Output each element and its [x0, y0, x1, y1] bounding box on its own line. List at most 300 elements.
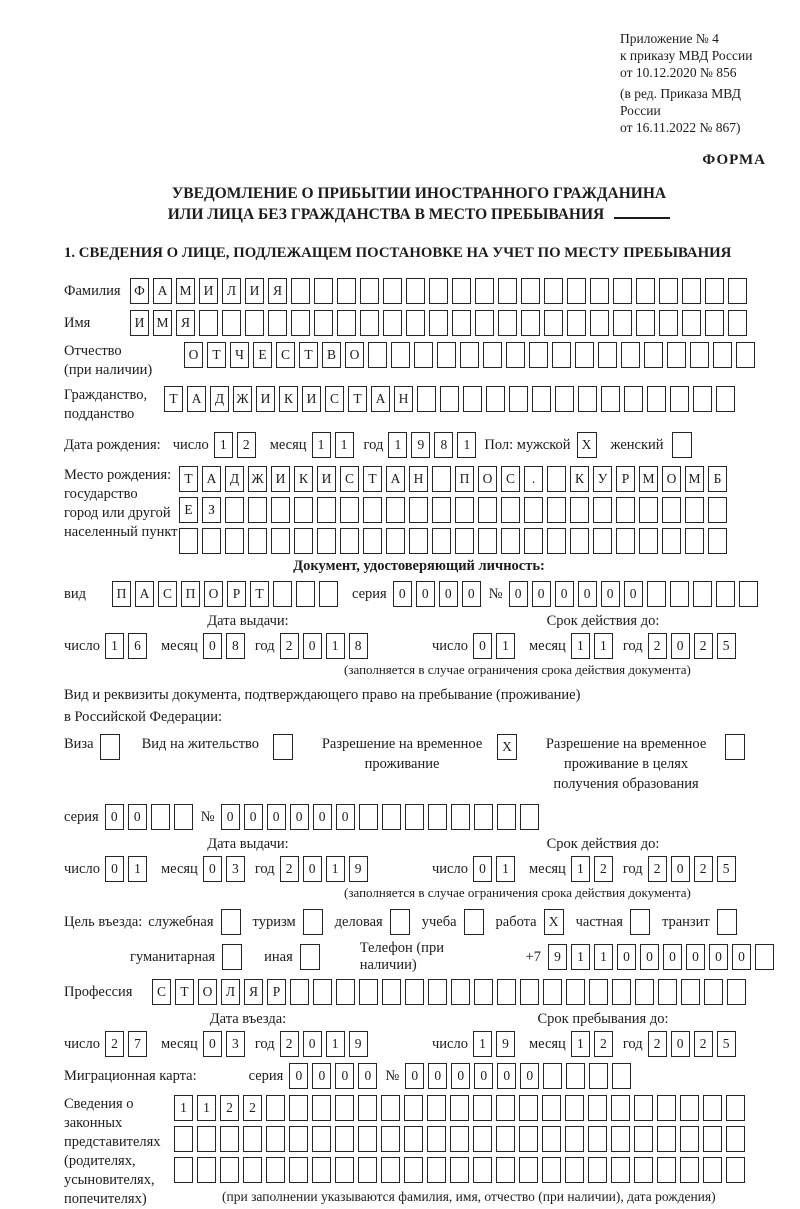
- char-box[interactable]: [243, 1157, 262, 1183]
- char-box[interactable]: [567, 310, 586, 336]
- purpose-humanitarian-checkbox[interactable]: [222, 944, 242, 970]
- char-box[interactable]: [601, 386, 620, 412]
- char-box[interactable]: [680, 1157, 699, 1183]
- purpose-other-checkbox[interactable]: [300, 944, 320, 970]
- char-box[interactable]: 2: [694, 1031, 713, 1057]
- char-box[interactable]: 2: [594, 1031, 613, 1057]
- char-box[interactable]: [612, 979, 631, 1005]
- char-box[interactable]: 0: [289, 1063, 308, 1089]
- char-box[interactable]: [245, 310, 264, 336]
- char-box[interactable]: [497, 979, 516, 1005]
- char-box[interactable]: [319, 581, 338, 607]
- char-box[interactable]: Я: [268, 278, 287, 304]
- char-box[interactable]: [317, 528, 336, 554]
- char-box[interactable]: [382, 804, 401, 830]
- char-box[interactable]: 2: [694, 633, 713, 659]
- char-box[interactable]: П: [112, 581, 131, 607]
- char-box[interactable]: Т: [175, 979, 194, 1005]
- char-box[interactable]: 2: [220, 1095, 239, 1121]
- char-box[interactable]: Ж: [233, 386, 252, 412]
- char-box[interactable]: [647, 581, 666, 607]
- char-box[interactable]: [726, 1157, 745, 1183]
- char-box[interactable]: [565, 1095, 584, 1121]
- char-box[interactable]: [179, 528, 198, 554]
- char-box[interactable]: 9: [548, 944, 567, 970]
- char-box[interactable]: [566, 1063, 585, 1089]
- char-box[interactable]: [383, 278, 402, 304]
- char-box[interactable]: [593, 497, 612, 523]
- char-box[interactable]: 1: [473, 1031, 492, 1057]
- char-box[interactable]: [359, 804, 378, 830]
- char-box[interactable]: 1: [197, 1095, 216, 1121]
- char-box[interactable]: 9: [349, 856, 368, 882]
- char-box[interactable]: [682, 278, 701, 304]
- char-box[interactable]: [520, 979, 539, 1005]
- char-box[interactable]: [728, 278, 747, 304]
- char-box[interactable]: [313, 979, 332, 1005]
- char-box[interactable]: Д: [210, 386, 229, 412]
- char-box[interactable]: [335, 1157, 354, 1183]
- char-box[interactable]: [268, 310, 287, 336]
- char-box[interactable]: 1: [594, 944, 613, 970]
- char-box[interactable]: [570, 497, 589, 523]
- char-box[interactable]: [296, 581, 315, 607]
- char-box[interactable]: [363, 497, 382, 523]
- char-box[interactable]: [386, 528, 405, 554]
- char-box[interactable]: [693, 581, 712, 607]
- char-box[interactable]: [543, 1063, 562, 1089]
- char-box[interactable]: [547, 497, 566, 523]
- char-box[interactable]: [450, 1157, 469, 1183]
- char-box[interactable]: 1: [326, 856, 345, 882]
- char-box[interactable]: Т: [363, 466, 382, 492]
- char-box[interactable]: 0: [303, 633, 322, 659]
- char-box[interactable]: [475, 310, 494, 336]
- char-box[interactable]: [542, 1157, 561, 1183]
- char-box[interactable]: [634, 1157, 653, 1183]
- char-box[interactable]: Р: [616, 466, 635, 492]
- char-box[interactable]: [611, 1157, 630, 1183]
- char-box[interactable]: 3: [226, 856, 245, 882]
- char-box[interactable]: 0: [497, 1063, 516, 1089]
- char-box[interactable]: [755, 944, 774, 970]
- char-box[interactable]: [289, 1095, 308, 1121]
- char-box[interactable]: 7: [128, 1031, 147, 1057]
- char-box[interactable]: [680, 1126, 699, 1152]
- char-box[interactable]: [501, 497, 520, 523]
- char-box[interactable]: [312, 1126, 331, 1152]
- char-box[interactable]: [565, 1126, 584, 1152]
- char-box[interactable]: Т: [250, 581, 269, 607]
- char-box[interactable]: О: [662, 466, 681, 492]
- char-box[interactable]: [225, 497, 244, 523]
- char-box[interactable]: [704, 979, 723, 1005]
- char-box[interactable]: [716, 581, 735, 607]
- char-box[interactable]: [524, 497, 543, 523]
- char-box[interactable]: 5: [717, 856, 736, 882]
- male-checkbox[interactable]: X: [577, 432, 597, 458]
- char-box[interactable]: А: [202, 466, 221, 492]
- char-box[interactable]: [197, 1157, 216, 1183]
- char-box[interactable]: [359, 979, 378, 1005]
- char-box[interactable]: [521, 278, 540, 304]
- char-box[interactable]: 9: [411, 432, 430, 458]
- char-box[interactable]: Б: [708, 466, 727, 492]
- char-box[interactable]: И: [302, 386, 321, 412]
- char-box[interactable]: 0: [509, 581, 528, 607]
- char-box[interactable]: [220, 1126, 239, 1152]
- char-box[interactable]: [613, 278, 632, 304]
- char-box[interactable]: [340, 528, 359, 554]
- char-box[interactable]: [437, 342, 456, 368]
- char-box[interactable]: [588, 1095, 607, 1121]
- char-box[interactable]: [612, 1063, 631, 1089]
- char-box[interactable]: [728, 310, 747, 336]
- char-box[interactable]: О: [198, 979, 217, 1005]
- char-box[interactable]: 9: [349, 1031, 368, 1057]
- char-box[interactable]: С: [325, 386, 344, 412]
- char-box[interactable]: [662, 528, 681, 554]
- char-box[interactable]: [647, 386, 666, 412]
- char-box[interactable]: [294, 497, 313, 523]
- char-box[interactable]: 0: [303, 1031, 322, 1057]
- char-box[interactable]: [340, 497, 359, 523]
- char-box[interactable]: 0: [203, 1031, 222, 1057]
- char-box[interactable]: [271, 528, 290, 554]
- char-box[interactable]: [202, 528, 221, 554]
- char-box[interactable]: Ж: [248, 466, 267, 492]
- char-box[interactable]: [404, 1126, 423, 1152]
- char-box[interactable]: 0: [473, 633, 492, 659]
- char-box[interactable]: [382, 979, 401, 1005]
- char-box[interactable]: 1: [594, 633, 613, 659]
- char-box[interactable]: [657, 1126, 676, 1152]
- char-box[interactable]: [199, 310, 218, 336]
- char-box[interactable]: 8: [349, 633, 368, 659]
- char-box[interactable]: [383, 310, 402, 336]
- char-box[interactable]: [657, 1095, 676, 1121]
- char-box[interactable]: [613, 310, 632, 336]
- char-box[interactable]: С: [152, 979, 171, 1005]
- char-box[interactable]: 0: [532, 581, 551, 607]
- char-box[interactable]: [708, 497, 727, 523]
- char-box[interactable]: 8: [226, 633, 245, 659]
- char-box[interactable]: [483, 342, 502, 368]
- char-box[interactable]: 1: [571, 856, 590, 882]
- char-box[interactable]: 0: [244, 804, 263, 830]
- char-box[interactable]: [590, 278, 609, 304]
- char-box[interactable]: [496, 1126, 515, 1152]
- char-box[interactable]: [460, 342, 479, 368]
- char-box[interactable]: [266, 1126, 285, 1152]
- char-box[interactable]: А: [187, 386, 206, 412]
- char-box[interactable]: [381, 1126, 400, 1152]
- char-box[interactable]: [567, 278, 586, 304]
- char-box[interactable]: [391, 342, 410, 368]
- char-box[interactable]: Ф: [130, 278, 149, 304]
- char-box[interactable]: 0: [105, 856, 124, 882]
- char-box[interactable]: Р: [267, 979, 286, 1005]
- char-box[interactable]: [455, 528, 474, 554]
- char-box[interactable]: [360, 278, 379, 304]
- char-box[interactable]: [174, 804, 193, 830]
- char-box[interactable]: 2: [105, 1031, 124, 1057]
- purpose-business-checkbox[interactable]: [390, 909, 410, 935]
- char-box[interactable]: [291, 310, 310, 336]
- char-box[interactable]: 0: [428, 1063, 447, 1089]
- char-box[interactable]: 0: [732, 944, 751, 970]
- char-box[interactable]: [552, 342, 571, 368]
- char-box[interactable]: [693, 386, 712, 412]
- char-box[interactable]: 0: [221, 804, 240, 830]
- char-box[interactable]: [151, 804, 170, 830]
- char-box[interactable]: [220, 1157, 239, 1183]
- char-box[interactable]: [440, 386, 459, 412]
- char-box[interactable]: [358, 1126, 377, 1152]
- char-box[interactable]: [570, 528, 589, 554]
- char-box[interactable]: [450, 1095, 469, 1121]
- char-box[interactable]: [636, 278, 655, 304]
- char-box[interactable]: [312, 1157, 331, 1183]
- char-box[interactable]: [273, 581, 292, 607]
- char-box[interactable]: [429, 310, 448, 336]
- char-box[interactable]: [681, 979, 700, 1005]
- char-box[interactable]: 8: [434, 432, 453, 458]
- char-box[interactable]: 0: [617, 944, 636, 970]
- char-box[interactable]: 0: [640, 944, 659, 970]
- char-box[interactable]: [498, 278, 517, 304]
- char-box[interactable]: 9: [496, 1031, 515, 1057]
- char-box[interactable]: 0: [671, 633, 690, 659]
- char-box[interactable]: [519, 1126, 538, 1152]
- char-box[interactable]: 5: [717, 633, 736, 659]
- char-box[interactable]: 2: [280, 1031, 299, 1057]
- char-box[interactable]: Н: [394, 386, 413, 412]
- char-box[interactable]: [589, 979, 608, 1005]
- char-box[interactable]: С: [340, 466, 359, 492]
- char-box[interactable]: З: [202, 497, 221, 523]
- char-box[interactable]: [529, 342, 548, 368]
- char-box[interactable]: [455, 497, 474, 523]
- char-box[interactable]: 0: [358, 1063, 377, 1089]
- char-box[interactable]: 0: [624, 581, 643, 607]
- char-box[interactable]: 2: [648, 856, 667, 882]
- char-box[interactable]: [289, 1157, 308, 1183]
- char-box[interactable]: 2: [280, 633, 299, 659]
- char-box[interactable]: С: [158, 581, 177, 607]
- char-box[interactable]: 0: [451, 1063, 470, 1089]
- char-box[interactable]: 2: [648, 633, 667, 659]
- char-box[interactable]: [644, 342, 663, 368]
- char-box[interactable]: 1: [214, 432, 233, 458]
- char-box[interactable]: [634, 1126, 653, 1152]
- char-box[interactable]: [659, 278, 678, 304]
- char-box[interactable]: [624, 386, 643, 412]
- char-box[interactable]: П: [455, 466, 474, 492]
- char-box[interactable]: [501, 528, 520, 554]
- char-box[interactable]: [429, 278, 448, 304]
- char-box[interactable]: [705, 278, 724, 304]
- char-box[interactable]: Д: [225, 466, 244, 492]
- char-box[interactable]: [405, 979, 424, 1005]
- char-box[interactable]: 0: [601, 581, 620, 607]
- char-box[interactable]: [427, 1157, 446, 1183]
- char-box[interactable]: [335, 1126, 354, 1152]
- char-box[interactable]: С: [276, 342, 295, 368]
- char-box[interactable]: [565, 1157, 584, 1183]
- char-box[interactable]: 1: [326, 1031, 345, 1057]
- char-box[interactable]: [547, 528, 566, 554]
- char-box[interactable]: 0: [312, 1063, 331, 1089]
- char-box[interactable]: [509, 386, 528, 412]
- char-box[interactable]: [555, 386, 574, 412]
- char-box[interactable]: И: [317, 466, 336, 492]
- char-box[interactable]: А: [135, 581, 154, 607]
- char-box[interactable]: [542, 1126, 561, 1152]
- char-box[interactable]: 0: [405, 1063, 424, 1089]
- char-box[interactable]: 0: [336, 804, 355, 830]
- char-box[interactable]: [575, 342, 594, 368]
- purpose-work-checkbox[interactable]: X: [544, 909, 564, 935]
- char-box[interactable]: [358, 1157, 377, 1183]
- char-box[interactable]: [473, 1157, 492, 1183]
- char-box[interactable]: 1: [571, 944, 590, 970]
- purpose-official-checkbox[interactable]: [221, 909, 241, 935]
- char-box[interactable]: 0: [474, 1063, 493, 1089]
- char-box[interactable]: [314, 278, 333, 304]
- char-box[interactable]: [290, 979, 309, 1005]
- char-box[interactable]: [532, 386, 551, 412]
- char-box[interactable]: Я: [244, 979, 263, 1005]
- char-box[interactable]: [406, 310, 425, 336]
- char-box[interactable]: [266, 1157, 285, 1183]
- char-box[interactable]: [716, 386, 735, 412]
- char-box[interactable]: Т: [164, 386, 183, 412]
- char-box[interactable]: [404, 1157, 423, 1183]
- char-box[interactable]: [519, 1095, 538, 1121]
- char-box[interactable]: [417, 386, 436, 412]
- char-box[interactable]: [358, 1095, 377, 1121]
- char-box[interactable]: [547, 466, 566, 492]
- char-box[interactable]: И: [130, 310, 149, 336]
- char-box[interactable]: [381, 1157, 400, 1183]
- char-box[interactable]: [497, 804, 516, 830]
- char-box[interactable]: 0: [686, 944, 705, 970]
- char-box[interactable]: 0: [663, 944, 682, 970]
- char-box[interactable]: [174, 1157, 193, 1183]
- char-box[interactable]: Н: [409, 466, 428, 492]
- char-box[interactable]: О: [478, 466, 497, 492]
- char-box[interactable]: 1: [571, 633, 590, 659]
- char-box[interactable]: [291, 278, 310, 304]
- char-box[interactable]: 0: [128, 804, 147, 830]
- char-box[interactable]: [427, 1095, 446, 1121]
- char-box[interactable]: 5: [717, 1031, 736, 1057]
- char-box[interactable]: [452, 310, 471, 336]
- purpose-private-checkbox[interactable]: [630, 909, 650, 935]
- char-box[interactable]: [639, 528, 658, 554]
- char-box[interactable]: [670, 581, 689, 607]
- char-box[interactable]: 1: [312, 432, 331, 458]
- char-box[interactable]: [409, 528, 428, 554]
- char-box[interactable]: [368, 342, 387, 368]
- char-box[interactable]: [474, 979, 493, 1005]
- purpose-study-checkbox[interactable]: [464, 909, 484, 935]
- char-box[interactable]: М: [153, 310, 172, 336]
- char-box[interactable]: [593, 528, 612, 554]
- char-box[interactable]: [680, 1095, 699, 1121]
- char-box[interactable]: [670, 386, 689, 412]
- char-box[interactable]: [682, 310, 701, 336]
- purpose-transit-checkbox[interactable]: [717, 909, 737, 935]
- char-box[interactable]: 2: [694, 856, 713, 882]
- char-box[interactable]: К: [294, 466, 313, 492]
- char-box[interactable]: [736, 342, 755, 368]
- char-box[interactable]: [506, 342, 525, 368]
- char-box[interactable]: [174, 1126, 193, 1152]
- char-box[interactable]: 0: [671, 856, 690, 882]
- char-box[interactable]: [317, 497, 336, 523]
- char-box[interactable]: В: [322, 342, 341, 368]
- char-box[interactable]: А: [386, 466, 405, 492]
- char-box[interactable]: 1: [496, 856, 515, 882]
- char-box[interactable]: [475, 278, 494, 304]
- char-box[interactable]: М: [176, 278, 195, 304]
- char-box[interactable]: [248, 528, 267, 554]
- char-box[interactable]: [659, 310, 678, 336]
- char-box[interactable]: [496, 1157, 515, 1183]
- char-box[interactable]: [611, 1095, 630, 1121]
- char-box[interactable]: [289, 1126, 308, 1152]
- char-box[interactable]: [432, 497, 451, 523]
- char-box[interactable]: 0: [303, 856, 322, 882]
- char-box[interactable]: Р: [227, 581, 246, 607]
- char-box[interactable]: [667, 342, 686, 368]
- char-box[interactable]: 1: [128, 856, 147, 882]
- char-box[interactable]: 2: [243, 1095, 262, 1121]
- char-box[interactable]: [478, 528, 497, 554]
- char-box[interactable]: С: [501, 466, 520, 492]
- char-box[interactable]: [703, 1095, 722, 1121]
- char-box[interactable]: [639, 497, 658, 523]
- char-box[interactable]: [520, 804, 539, 830]
- char-box[interactable]: 0: [555, 581, 574, 607]
- char-box[interactable]: [432, 528, 451, 554]
- char-box[interactable]: [450, 1126, 469, 1152]
- char-box[interactable]: 0: [290, 804, 309, 830]
- char-box[interactable]: 1: [326, 633, 345, 659]
- char-box[interactable]: М: [685, 466, 704, 492]
- char-box[interactable]: [473, 1095, 492, 1121]
- char-box[interactable]: К: [279, 386, 298, 412]
- char-box[interactable]: А: [371, 386, 390, 412]
- char-box[interactable]: [294, 528, 313, 554]
- char-box[interactable]: [703, 1157, 722, 1183]
- char-box[interactable]: И: [256, 386, 275, 412]
- char-box[interactable]: [406, 278, 425, 304]
- char-box[interactable]: [544, 278, 563, 304]
- char-box[interactable]: [616, 528, 635, 554]
- char-box[interactable]: [314, 310, 333, 336]
- char-box[interactable]: Т: [179, 466, 198, 492]
- char-box[interactable]: [578, 386, 597, 412]
- char-box[interactable]: [336, 979, 355, 1005]
- char-box[interactable]: [634, 1095, 653, 1121]
- char-box[interactable]: [337, 310, 356, 336]
- char-box[interactable]: [657, 1157, 676, 1183]
- char-box[interactable]: [713, 342, 732, 368]
- char-box[interactable]: [662, 497, 681, 523]
